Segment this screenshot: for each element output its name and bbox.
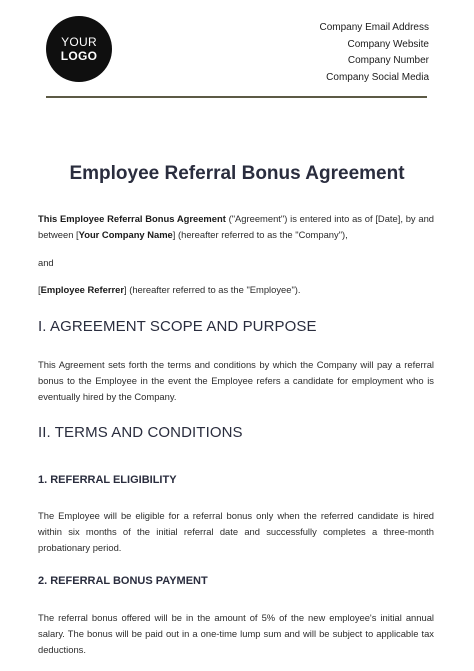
section1-body: This Agreement sets forth the terms and conditions by which the Company will pay a referral bonus to the Employee in the event the Employee refers a candidate for employment who is eventually hired by the Company. — [38, 359, 434, 402]
intro-text-2: ] (hereafter referred to as the "Company"), — [172, 229, 348, 240]
employee-referrer-placeholder: Employee Referrer — [40, 284, 124, 295]
subsection1-heading: 1. REFERRAL ELIGIBILITY — [38, 474, 177, 486]
company-email: Company Email Address — [319, 22, 429, 33]
and-line: and — [38, 257, 54, 268]
header-divider — [46, 96, 427, 98]
subsection1-body: The Employee will be eligible for a referral bonus only when the referred candidate is hired within six months of the initial referral date and successfully completes a three-month probationary period. — [38, 510, 434, 553]
document-title: Employee Referral Bonus Agreement — [69, 163, 405, 184]
company-contact-block — [320, 20, 430, 86]
agreement-name: This Employee Referral Bonus Agreement — [38, 213, 226, 224]
section2-heading: II. TERMS AND CONDITIONS — [38, 424, 243, 441]
company-social-media: Company Social Media — [326, 71, 429, 83]
section1-heading: I. AGREEMENT SCOPE AND PURPOSE — [38, 318, 317, 335]
company-website: Company Website — [347, 38, 429, 50]
subsection2-heading: 2. REFERRAL BONUS PAYMENT — [38, 575, 208, 587]
subsection2-body: The referral bonus offered will be in the amount of 5% of the new employee's initial annual salary. The bonus will be paid out in a one-time lump sum and will be subject to applicable tax deductions. — [38, 612, 434, 655]
company-number: Company Number — [347, 55, 429, 66]
intro-text-1: ("Agreement") is entered into as of [Date], by and between [ — [38, 213, 434, 240]
logo-text-line1: YOUR — [61, 35, 97, 49]
company-logo — [46, 16, 112, 82]
company-name-placeholder: Your Company Name — [78, 229, 173, 240]
employee-line — [38, 282, 434, 298]
bracket-open: [ — [38, 284, 41, 295]
employee-line-text: ] (hereafter referred to as the "Employee"). — [123, 284, 301, 295]
intro-paragraph — [38, 211, 434, 243]
logo-text-line2: LOGO — [60, 49, 98, 63]
